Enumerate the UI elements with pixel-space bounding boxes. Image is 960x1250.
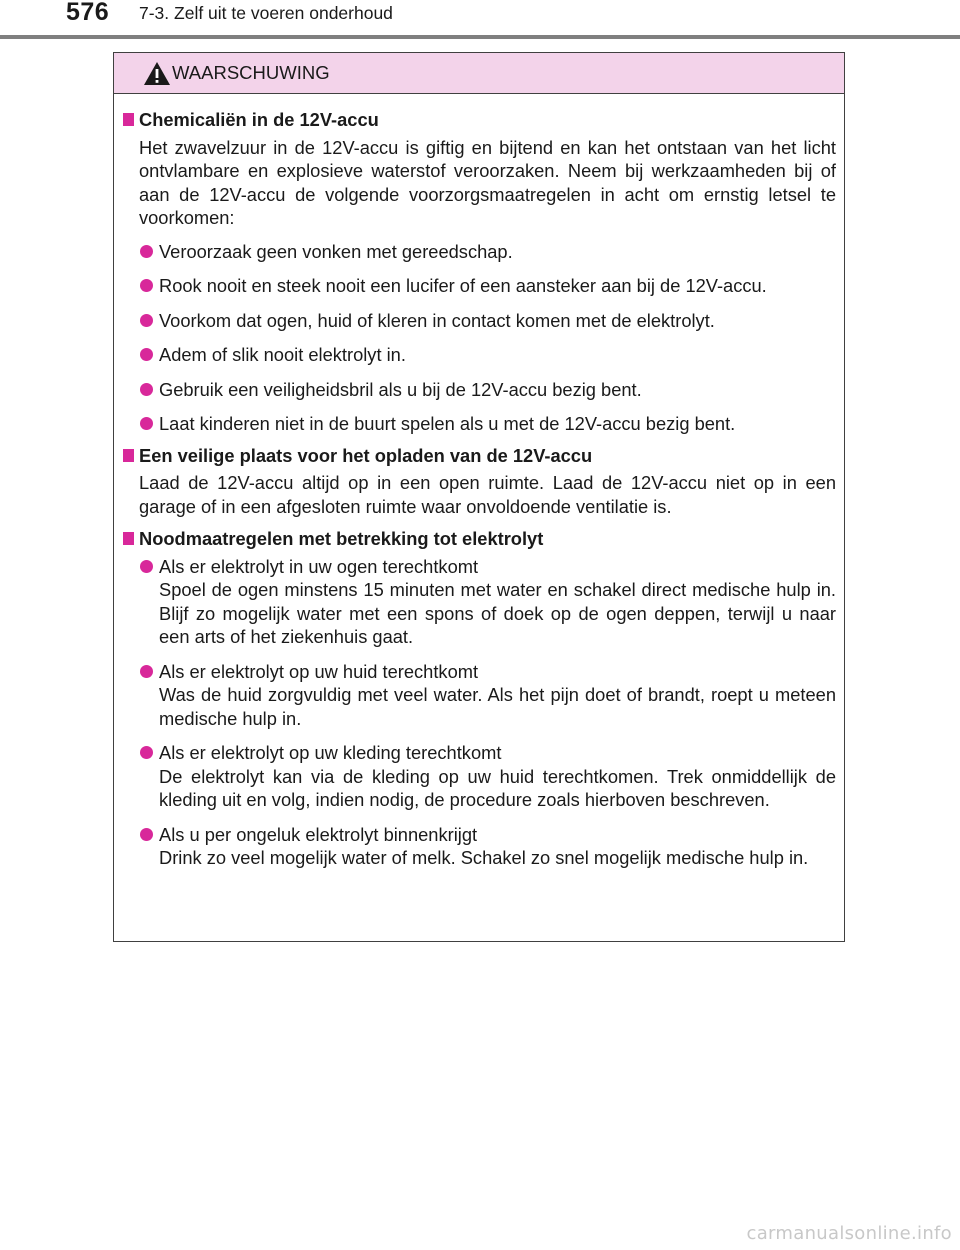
section-text-charging: Laad de 12V-accu altijd op in een open ruimte. Laad de 12V-accu niet op in een garage of in een afgesloten ruimte waar onvoldoende ventilatie is. [139,472,836,517]
section-title: 7-3. Zelf uit te voeren onderhoud [139,3,393,23]
warning-header [114,53,844,94]
watermark: carmanualsonline.info [746,1223,952,1244]
list-item: Gebruik een veiligheidsbril als u bij de 12V-accu bezig bent. [139,378,836,402]
round-bullet-icon [140,245,153,258]
round-bullet-icon [140,746,153,759]
list-item: Laat kinderen niet in de buurt spelen als u met de 12V-accu bezig bent. [139,412,836,436]
square-bullet-icon [123,532,134,545]
round-bullet-icon [140,828,153,841]
round-bullet-icon [140,314,153,327]
list-item: Rook nooit en steek nooit een lucifer of een aansteker aan bij de 12V-accu. [139,274,836,298]
list-item: Als er elektrolyt in uw ogen terechtkomt Spoel de ogen minstens 15 minuten met water en schakel direct medische hulp in. Blijf zo mogelijk water met een spons of doek op de ogen deppen, terwijl u naar een arts of het ziekenhuis gaat. [139,555,836,649]
round-bullet-icon [140,417,153,430]
header-rule [0,35,960,39]
page-number: 576 [66,0,110,26]
list-item: Veroorzaak geen vonken met gereedschap. [139,240,836,264]
list-item: Als u per ongeluk elektrolyt binnenkrijgt Drink zo veel mogelijk water of melk. Schakel zo snel mogelijk medische hulp in. [139,823,836,870]
section-text-chemicals: Het zwavelzuur in de 12V-accu is giftig en bijtend en kan het ontstaan van het licht ontvlambare en explosieve waterstof veroorzaken. Neem bij werkzaamheden bij of aan de 12V-accu de volgende voorzorgsmaatregelen in acht om ernstig letsel te voorkomen: [139,136,836,228]
warning-box [113,52,845,942]
list-item: Voorkom dat ogen, huid of kleren in contact komen met de elektrolyt. [139,309,836,333]
list-item: Adem of slik nooit elektrolyt in. [139,343,836,367]
warning-label: WAARSCHUWING [172,62,330,83]
warning-triangle-icon [143,61,171,86]
list-item: Als er elektrolyt op uw kleding terechtkomt De elektrolyt kan via de kleding op uw huid terechtkomen. Trek onmiddellijk de kleding uit en volg, indien nodig, de procedure zoals hierboven beschreven. [139,741,836,812]
round-bullet-icon [140,383,153,396]
warning-content [123,108,836,881]
square-bullet-icon [123,113,134,126]
round-bullet-icon [140,279,153,292]
square-bullet-icon [123,449,134,462]
page-header [0,0,960,40]
section-heading-chemicals: Chemicaliën in de 12V-accu [123,108,836,132]
round-bullet-icon [140,348,153,361]
section-heading-emergency: Noodmaatregelen met betrekking tot elektrolyt [123,527,836,551]
section-heading-charging: Een veilige plaats voor het opladen van de 12V-accu [123,444,836,468]
list-item: Als er elektrolyt op uw huid terechtkomt Was de huid zorgvuldig met veel water. Als het pijn doet of brandt, roept u meteen medische hulp in. [139,660,836,731]
round-bullet-icon [140,560,153,573]
round-bullet-icon [140,665,153,678]
